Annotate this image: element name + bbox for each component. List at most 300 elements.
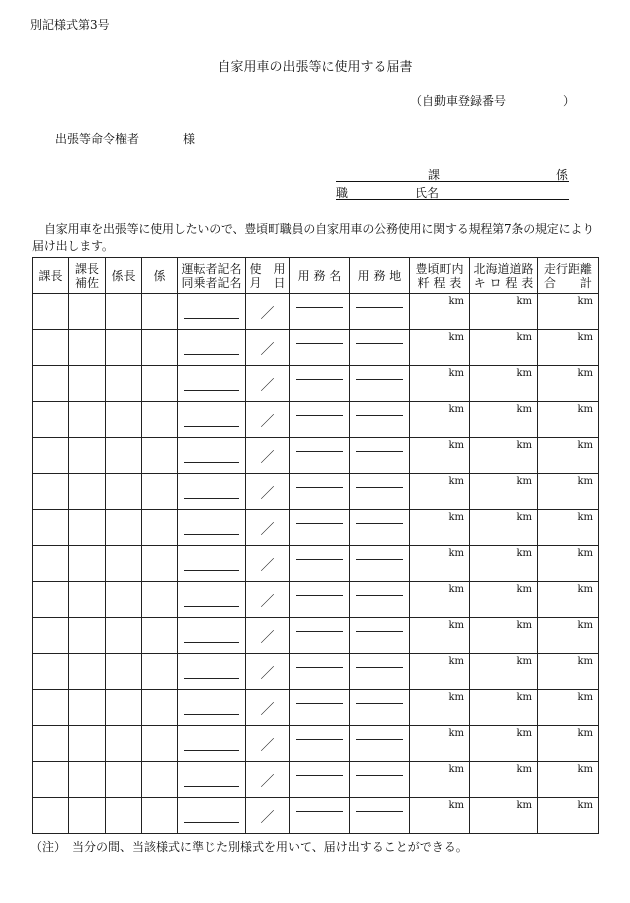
kacho-hosa-stamp-cell[interactable] [69,582,106,618]
fill-in-line [356,775,403,776]
header-total-distance [538,258,599,294]
kacho-stamp-cell[interactable] [33,330,69,366]
table-row [33,330,599,366]
kacho-stamp-cell[interactable] [33,402,69,438]
km-unit: km [448,548,464,559]
kakaricho-stamp-cell[interactable] [106,546,142,582]
fill-in-line [356,487,403,488]
kakaricho-stamp-cell[interactable] [106,438,142,474]
km-unit: km [448,656,464,667]
kakari-stamp-cell[interactable] [142,690,178,726]
km-unit: km [448,620,464,631]
kakari-stamp-cell[interactable] [142,546,178,582]
hokkaido-distance-cell[interactable] [470,366,538,402]
kakaricho-stamp-cell[interactable] [106,582,142,618]
kakari-stamp-cell[interactable] [142,654,178,690]
driver-name-cell[interactable] [178,366,246,402]
km-unit: km [516,620,532,631]
town-distance-cell[interactable] [410,330,470,366]
table-row [33,366,599,402]
header-kacho-hosa-line2: 補佐 [74,275,99,290]
total-distance-cell[interactable] [538,582,599,618]
table-row [33,402,599,438]
hokkaido-distance-cell[interactable] [470,726,538,762]
usage-date-cell[interactable] [246,582,290,618]
km-unit: km [448,296,464,307]
table-row [33,474,599,510]
business-name-cell[interactable] [290,294,350,330]
town-distance-cell[interactable] [410,690,470,726]
kacho-hosa-stamp-cell[interactable] [69,690,106,726]
business-name-cell[interactable] [290,330,350,366]
fill-in-line [356,703,403,704]
km-unit: km [448,764,464,775]
town-distance-cell[interactable] [410,474,470,510]
header-kacho-hosa-line1: 課長 [74,261,99,276]
fill-in-line [356,667,403,668]
fill-in-line [356,559,403,560]
business-place-cell[interactable] [350,294,410,330]
business-name-cell[interactable] [290,546,350,582]
table-row [33,654,599,690]
usage-date-cell[interactable] [246,726,290,762]
kacho-stamp-cell[interactable] [33,366,69,402]
business-place-cell[interactable] [350,330,410,366]
hokkaido-distance-cell[interactable] [470,582,538,618]
header-kakari-text: 係 [153,268,166,283]
table-header-row [33,258,599,294]
kakaricho-stamp-cell[interactable] [106,510,142,546]
fill-in-line [356,307,403,308]
kakari-stamp-cell[interactable] [142,762,178,798]
fill-in-line [296,379,343,380]
kakari-stamp-cell[interactable] [142,510,178,546]
business-place-cell[interactable] [350,366,410,402]
hokkaido-distance-cell[interactable] [470,546,538,582]
business-name-cell[interactable] [290,582,350,618]
kacho-stamp-cell[interactable] [33,762,69,798]
town-distance-cell[interactable] [410,762,470,798]
kacho-stamp-cell[interactable] [33,510,69,546]
business-place-cell[interactable] [350,762,410,798]
header-kacho-hosa [69,258,106,294]
km-unit: km [448,728,464,739]
kakaricho-stamp-cell[interactable] [106,798,142,834]
kacho-stamp-cell[interactable] [33,726,69,762]
date-separator: ／ [260,378,275,394]
town-distance-cell[interactable] [410,582,470,618]
usage-date-cell[interactable] [246,366,290,402]
kakaricho-stamp-cell[interactable] [106,474,142,510]
usage-log-table [32,257,599,834]
kacho-hosa-stamp-cell[interactable] [69,510,106,546]
fill-in-line [296,523,343,524]
km-unit: km [577,440,593,451]
km-unit: km [577,548,593,559]
business-name-cell[interactable] [290,474,350,510]
driver-name-cell[interactable] [178,762,246,798]
business-name-cell[interactable] [290,726,350,762]
kakaricho-stamp-cell[interactable] [106,402,142,438]
total-distance-cell[interactable] [538,798,599,834]
header-total-line1: 走行距離 [543,261,592,276]
fill-in-line [296,703,343,704]
usage-date-cell[interactable] [246,618,290,654]
business-place-cell[interactable] [350,582,410,618]
kakaricho-stamp-cell[interactable] [106,654,142,690]
hokkaido-distance-cell[interactable] [470,798,538,834]
business-place-cell[interactable] [350,510,410,546]
date-separator: ／ [260,486,275,502]
kakari-stamp-cell[interactable] [142,726,178,762]
business-place-cell[interactable] [350,438,410,474]
kacho-stamp-cell[interactable] [33,618,69,654]
hokkaido-distance-cell[interactable] [470,438,538,474]
header-kacho-text: 課長 [38,268,63,283]
total-distance-cell[interactable] [538,546,599,582]
form-number: 別記様式第3号 [30,18,110,32]
fill-in-line [356,379,403,380]
km-unit: km [516,404,532,415]
usage-date-cell[interactable] [246,798,290,834]
driver-name-cell[interactable] [178,582,246,618]
total-distance-cell[interactable] [538,654,599,690]
km-unit: km [516,764,532,775]
fill-in-line [184,642,239,643]
km-unit: km [577,404,593,415]
kakaricho-stamp-cell[interactable] [106,330,142,366]
kacho-stamp-cell[interactable] [33,294,69,330]
business-place-cell[interactable] [350,798,410,834]
business-name-cell[interactable] [290,366,350,402]
usage-date-cell[interactable] [246,294,290,330]
kakaricho-stamp-cell[interactable] [106,618,142,654]
table-row [33,582,599,618]
fill-in-line [356,415,403,416]
fill-in-line [184,714,239,715]
date-separator: ／ [260,738,275,754]
header-kakari [142,258,178,294]
km-unit: km [516,584,532,595]
fill-in-line [296,415,343,416]
fill-in-line [184,462,239,463]
fill-in-line [356,811,403,812]
kakari-stamp-cell[interactable] [142,294,178,330]
header-kakaricho-text: 係長 [111,268,136,283]
km-unit: km [516,512,532,523]
date-separator: ／ [260,414,275,430]
kacho-stamp-cell[interactable] [33,798,69,834]
kacho-hosa-stamp-cell[interactable] [69,654,106,690]
fill-in-line [356,631,403,632]
header-hokkaido-line2: キ ロ 程 表 [473,275,534,290]
usage-date-cell[interactable] [246,510,290,546]
kacho-hosa-stamp-cell[interactable] [69,402,106,438]
date-separator: ／ [260,558,275,574]
date-separator: ／ [260,522,275,538]
total-distance-cell[interactable] [538,474,599,510]
total-distance-cell[interactable] [538,294,599,330]
kakaricho-stamp-cell[interactable] [106,690,142,726]
fill-in-line [184,606,239,607]
table-body [33,294,599,834]
business-name-cell[interactable] [290,402,350,438]
kakari-stamp-cell[interactable] [142,582,178,618]
header-date-line2: 月 日 [249,275,286,290]
header-date [246,258,290,294]
fill-in-line [184,426,239,427]
table-row [33,762,599,798]
fill-in-line [296,739,343,740]
driver-name-cell[interactable] [178,474,246,510]
business-place-cell[interactable] [350,654,410,690]
header-town-line1: 豊頃町内 [415,261,464,276]
table-row [33,726,599,762]
total-distance-cell[interactable] [538,726,599,762]
km-unit: km [516,548,532,559]
kacho-hosa-stamp-cell[interactable] [69,762,106,798]
header-business-name [290,258,350,294]
driver-name-cell[interactable] [178,294,246,330]
business-place-cell[interactable] [350,726,410,762]
document-title: 自家用車の出張等に使用する届書 [217,60,413,75]
kakaricho-stamp-cell[interactable] [106,366,142,402]
table-row [33,294,599,330]
date-separator: ／ [260,306,275,322]
total-distance-cell[interactable] [538,438,599,474]
town-distance-cell[interactable] [410,726,470,762]
orderer-honorific: 様 [183,132,196,146]
km-unit: km [448,800,464,811]
kakari-stamp-cell[interactable] [142,618,178,654]
intro-text: 自家用車を出張等に使用したいので、豊頃町職員の自家用車の公務使用に関する規程第7条の規定により届け出します。 [32,222,594,253]
kacho-hosa-stamp-cell[interactable] [69,546,106,582]
registration-number-label: （自動車登録番号 [410,94,507,108]
town-distance-cell[interactable] [410,510,470,546]
km-unit: km [577,692,593,703]
driver-name-cell[interactable] [178,654,246,690]
driver-name-cell[interactable] [178,618,246,654]
fill-in-line [296,775,343,776]
business-name-cell[interactable] [290,510,350,546]
town-distance-cell[interactable] [410,402,470,438]
town-distance-cell[interactable] [410,618,470,654]
driver-name-cell[interactable] [178,510,246,546]
header-total-line2: 合 計 [543,275,592,290]
km-unit: km [577,656,593,667]
business-name-cell[interactable] [290,762,350,798]
km-unit: km [577,332,593,343]
driver-name-cell[interactable] [178,330,246,366]
kacho-hosa-stamp-cell[interactable] [69,726,106,762]
usage-date-cell[interactable] [246,402,290,438]
table-row [33,546,599,582]
town-distance-cell[interactable] [410,294,470,330]
usage-date-cell[interactable] [246,438,290,474]
business-name-cell[interactable] [290,690,350,726]
hokkaido-distance-cell[interactable] [470,294,538,330]
fill-in-line [184,354,239,355]
total-distance-cell[interactable] [538,690,599,726]
km-unit: km [448,368,464,379]
kacho-hosa-stamp-cell[interactable] [69,438,106,474]
driver-name-cell[interactable] [178,438,246,474]
hokkaido-distance-cell[interactable] [470,402,538,438]
kacho-stamp-cell[interactable] [33,582,69,618]
km-unit: km [516,368,532,379]
hokkaido-distance-cell[interactable] [470,654,538,690]
kacho-hosa-stamp-cell[interactable] [69,366,106,402]
fill-in-line [296,811,343,812]
km-unit: km [448,584,464,595]
kacho-hosa-stamp-cell[interactable] [69,798,106,834]
kacho-stamp-cell[interactable] [33,654,69,690]
total-distance-cell[interactable] [538,618,599,654]
fill-in-line [356,523,403,524]
hokkaido-distance-cell[interactable] [470,474,538,510]
total-distance-cell[interactable] [538,366,599,402]
kacho-hosa-stamp-cell[interactable] [69,294,106,330]
business-name-cell[interactable] [290,654,350,690]
section-underline [336,181,569,182]
km-unit: km [516,476,532,487]
kacho-stamp-cell[interactable] [33,438,69,474]
kacho-hosa-stamp-cell[interactable] [69,330,106,366]
business-place-cell[interactable] [350,546,410,582]
usage-date-cell[interactable] [246,654,290,690]
kakaricho-stamp-cell[interactable] [106,726,142,762]
date-separator: ／ [260,774,275,790]
date-separator: ／ [260,666,275,682]
header-kacho [33,258,69,294]
fill-in-line [184,786,239,787]
date-separator: ／ [260,702,275,718]
town-distance-cell[interactable] [410,438,470,474]
km-unit: km [577,728,593,739]
driver-name-cell[interactable] [178,726,246,762]
fill-in-line [356,739,403,740]
km-unit: km [577,800,593,811]
km-unit: km [448,332,464,343]
km-unit: km [516,692,532,703]
km-unit: km [448,404,464,415]
fill-in-line [296,451,343,452]
kacho-hosa-stamp-cell[interactable] [69,474,106,510]
fill-in-line [184,678,239,679]
usage-date-cell[interactable] [246,690,290,726]
business-place-cell[interactable] [350,402,410,438]
hokkaido-distance-cell[interactable] [470,330,538,366]
kakari-stamp-cell[interactable] [142,798,178,834]
total-distance-cell[interactable] [538,510,599,546]
km-unit: km [516,656,532,667]
header-driver [178,258,246,294]
kakaricho-stamp-cell[interactable] [106,762,142,798]
km-unit: km [577,620,593,631]
usage-date-cell[interactable] [246,762,290,798]
table-row [33,438,599,474]
hokkaido-distance-cell[interactable] [470,510,538,546]
business-place-cell[interactable] [350,618,410,654]
business-name-cell[interactable] [290,618,350,654]
usage-date-cell[interactable] [246,330,290,366]
kakari-stamp-cell[interactable] [142,330,178,366]
fill-in-line [296,631,343,632]
name-underline [336,199,569,200]
kacho-stamp-cell[interactable] [33,690,69,726]
date-separator: ／ [260,630,275,646]
hokkaido-distance-cell[interactable] [470,762,538,798]
position-label: 職 [336,186,349,200]
town-distance-cell[interactable] [410,798,470,834]
kakaricho-stamp-cell[interactable] [106,294,142,330]
usage-date-cell[interactable] [246,546,290,582]
hokkaido-distance-cell[interactable] [470,690,538,726]
header-date-line1: 使 用 [249,261,286,276]
km-unit: km [577,764,593,775]
usage-date-cell[interactable] [246,474,290,510]
header-kakaricho [106,258,142,294]
business-name-cell[interactable] [290,438,350,474]
km-unit: km [577,476,593,487]
header-business-place-text: 用 務 地 [357,268,402,283]
kakari-stamp-cell[interactable] [142,366,178,402]
town-distance-cell[interactable] [410,546,470,582]
driver-name-cell[interactable] [178,546,246,582]
total-distance-cell[interactable] [538,402,599,438]
kacho-stamp-cell[interactable] [33,546,69,582]
km-unit: km [516,800,532,811]
header-hokkaido-line1: 北海道道路 [473,261,534,276]
kakari-stamp-cell[interactable] [142,402,178,438]
kakari-stamp-cell[interactable] [142,438,178,474]
fill-in-line [296,559,343,560]
registration-number-close: ） [563,94,576,108]
driver-name-cell[interactable] [178,402,246,438]
driver-name-cell[interactable] [178,690,246,726]
business-place-cell[interactable] [350,474,410,510]
km-unit: km [448,440,464,451]
kacho-stamp-cell[interactable] [33,474,69,510]
date-separator: ／ [260,810,275,826]
fill-in-line [296,595,343,596]
fill-in-line [184,822,239,823]
fill-in-line [296,307,343,308]
header-driver-line1: 運転者記名 [181,261,242,276]
business-name-cell[interactable] [290,798,350,834]
total-distance-cell[interactable] [538,330,599,366]
km-unit: km [448,512,464,523]
driver-name-cell[interactable] [178,798,246,834]
town-distance-cell[interactable] [410,366,470,402]
fill-in-line [184,750,239,751]
town-distance-cell[interactable] [410,654,470,690]
kakari-stamp-cell[interactable] [142,474,178,510]
business-place-cell[interactable] [350,690,410,726]
table-row [33,798,599,834]
name-label: 氏名 [415,186,440,200]
fill-in-line [184,498,239,499]
fill-in-line [356,451,403,452]
fill-in-line [184,534,239,535]
hokkaido-distance-cell[interactable] [470,618,538,654]
header-driver-line2: 同乗者記名 [181,275,242,290]
total-distance-cell[interactable] [538,762,599,798]
header-town-distance [410,258,470,294]
header-business-place [350,258,410,294]
orderer-label: 出張等命令権者 [55,132,140,146]
kacho-hosa-stamp-cell[interactable] [69,618,106,654]
